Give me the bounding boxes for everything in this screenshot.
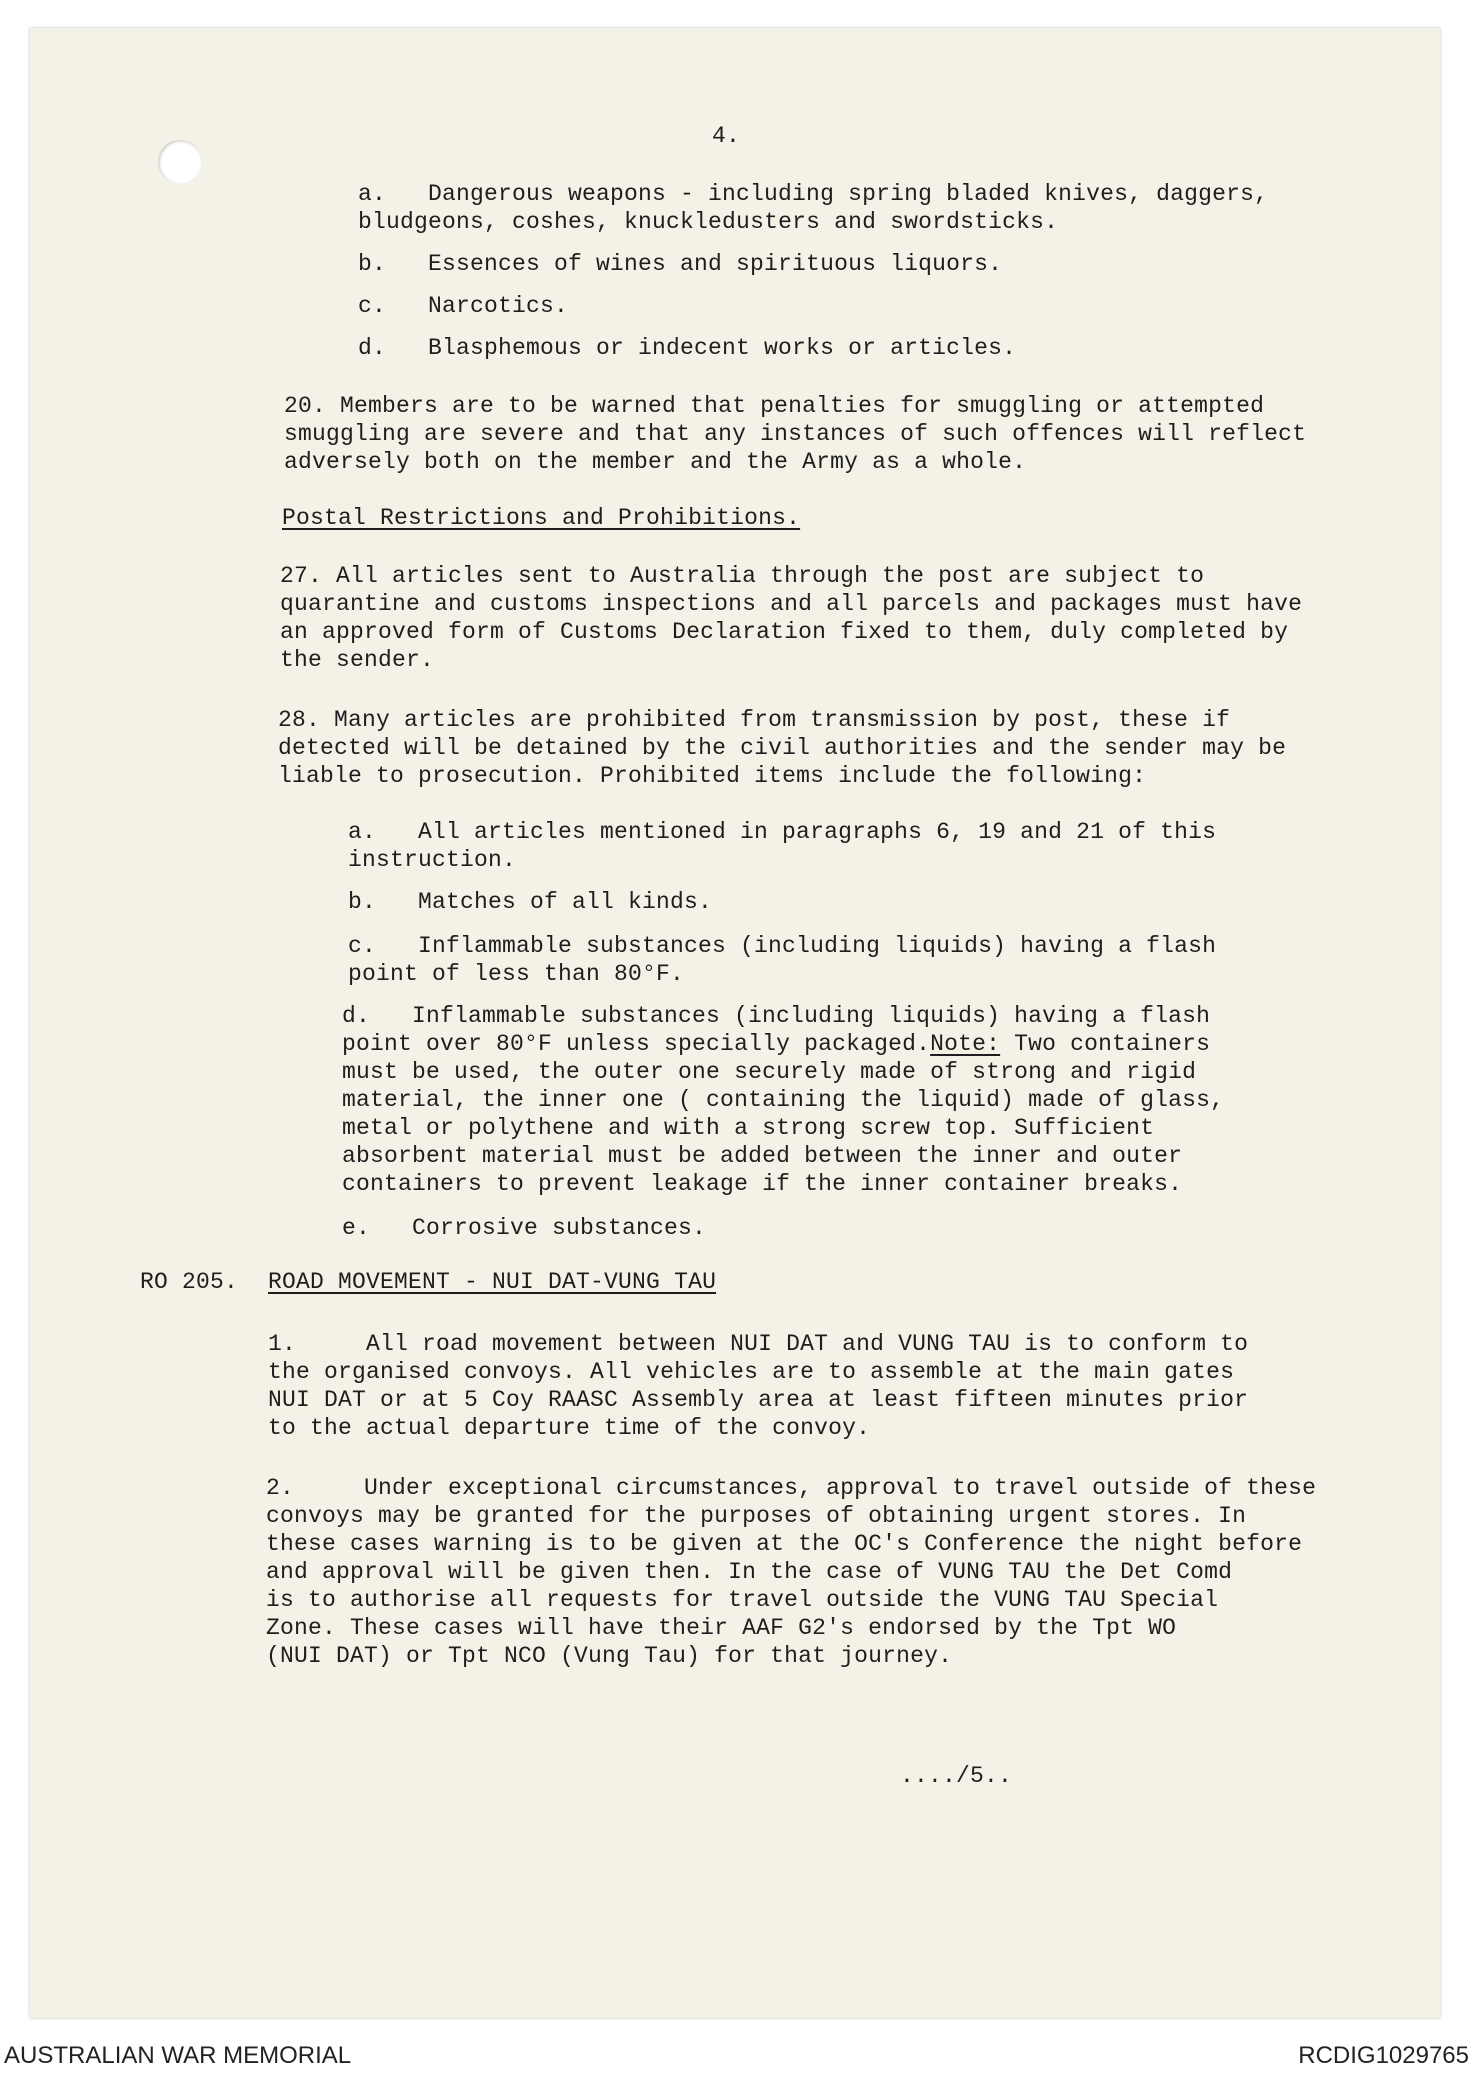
section-heading-road-movement: ROAD MOVEMENT - NUI DAT-VUNG TAU bbox=[268, 1269, 717, 1295]
page-number: 4. bbox=[712, 123, 741, 149]
list-item: Dangerous weapons - including spring bladed knives, daggers, bludgeons, coshes, knuckledusters and swordsticks. bbox=[358, 181, 1269, 235]
list-marker: d. bbox=[342, 1003, 371, 1029]
list-marker: b. bbox=[358, 251, 387, 277]
footer-archive-name: AUSTRALIAN WAR MEMORIAL bbox=[4, 2042, 352, 2069]
list-item: Blasphemous or indecent works or articles. bbox=[428, 335, 1017, 361]
list-item: Matches of all kinds. bbox=[418, 889, 713, 915]
paragraph-28: 28. Many articles are prohibited from transmission by post, these if detected will be detained by the civil authorities and the sender may be liable to prosecution. Prohibited items include the following: bbox=[278, 707, 1287, 789]
list-item: Inflammable substances (including liquids) having a flash point of less than 80°F. bbox=[348, 933, 1217, 987]
note-label: Note: bbox=[930, 1031, 1001, 1057]
paragraph-20: 20. Members are to be warned that penalties for smuggling or attempted smuggling are severe and that any instances of such offences will reflect adversely both on the member and the Army as a whole. bbox=[284, 393, 1307, 475]
list-marker: d. bbox=[358, 335, 387, 361]
list-item: Inflammable substances (including liquids) having a flash point over 80°F unless specially packaged.Note: Two containers must be used, the outer one securely made of strong and rigid material, the inner one ( containing the liquid) made of glass, metal or polythene and with a strong screw top. Sufficient absorbent material must be added between the inner and outer containers to prevent leakage if the inner container breaks. bbox=[342, 1003, 1225, 1197]
footer-catalogue-id: RCDIG1029765 bbox=[1298, 2042, 1469, 2069]
paragraph-2: 2. Under exceptional circumstances, approval to travel outside of these convoys may be granted for the purposes of obtaining urgent stores. In these cases warning is to be given at the OC's Conference the night before and approval will be given then. In the case of VUNG TAU the Det Comd is to authorise all requests for travel outside the VUNG TAU Special Zone. These cases will have their AAF G2's endorsed by the Tpt WO (NUI DAT) or Tpt NCO (Vung Tau) for that journey. bbox=[266, 1475, 1317, 1669]
list-marker: a. bbox=[348, 819, 377, 845]
routine-order-label: RO 205. bbox=[140, 1269, 239, 1295]
paragraph-1: 1. All road movement between NUI DAT and VUNG TAU is to conform to the organised convoys. All vehicles are to assemble at the main gates NUI DAT or at 5 Coy RAASC Assembly area at least fifteen minutes prior to the actual departure time of the convoy. bbox=[268, 1331, 1249, 1441]
list-item: Narcotics. bbox=[428, 293, 569, 319]
section-heading-postal: Postal Restrictions and Prohibitions. bbox=[282, 505, 801, 531]
list-marker: b. bbox=[348, 889, 377, 915]
paragraph-27: 27. All articles sent to Australia through the post are subject to quarantine and customs inspections and all parcels and packages must have an approved form of Customs Declaration fixed to them, duly completed by the sender. bbox=[280, 563, 1303, 673]
list-item: Corrosive substances. bbox=[412, 1215, 707, 1241]
list-marker: c. bbox=[358, 293, 387, 319]
list-item: Essences of wines and spirituous liquors. bbox=[428, 251, 1003, 277]
list-marker: e. bbox=[342, 1215, 371, 1241]
punch-hole bbox=[158, 140, 202, 184]
continuation-marker: ..../5.. bbox=[900, 1763, 1013, 1789]
list-item: a. All articles mentioned in paragraphs 6, 19 and 21 of this instruction. bbox=[348, 819, 1217, 873]
list-marker: c. bbox=[348, 933, 377, 959]
list-marker: a. bbox=[358, 181, 387, 207]
